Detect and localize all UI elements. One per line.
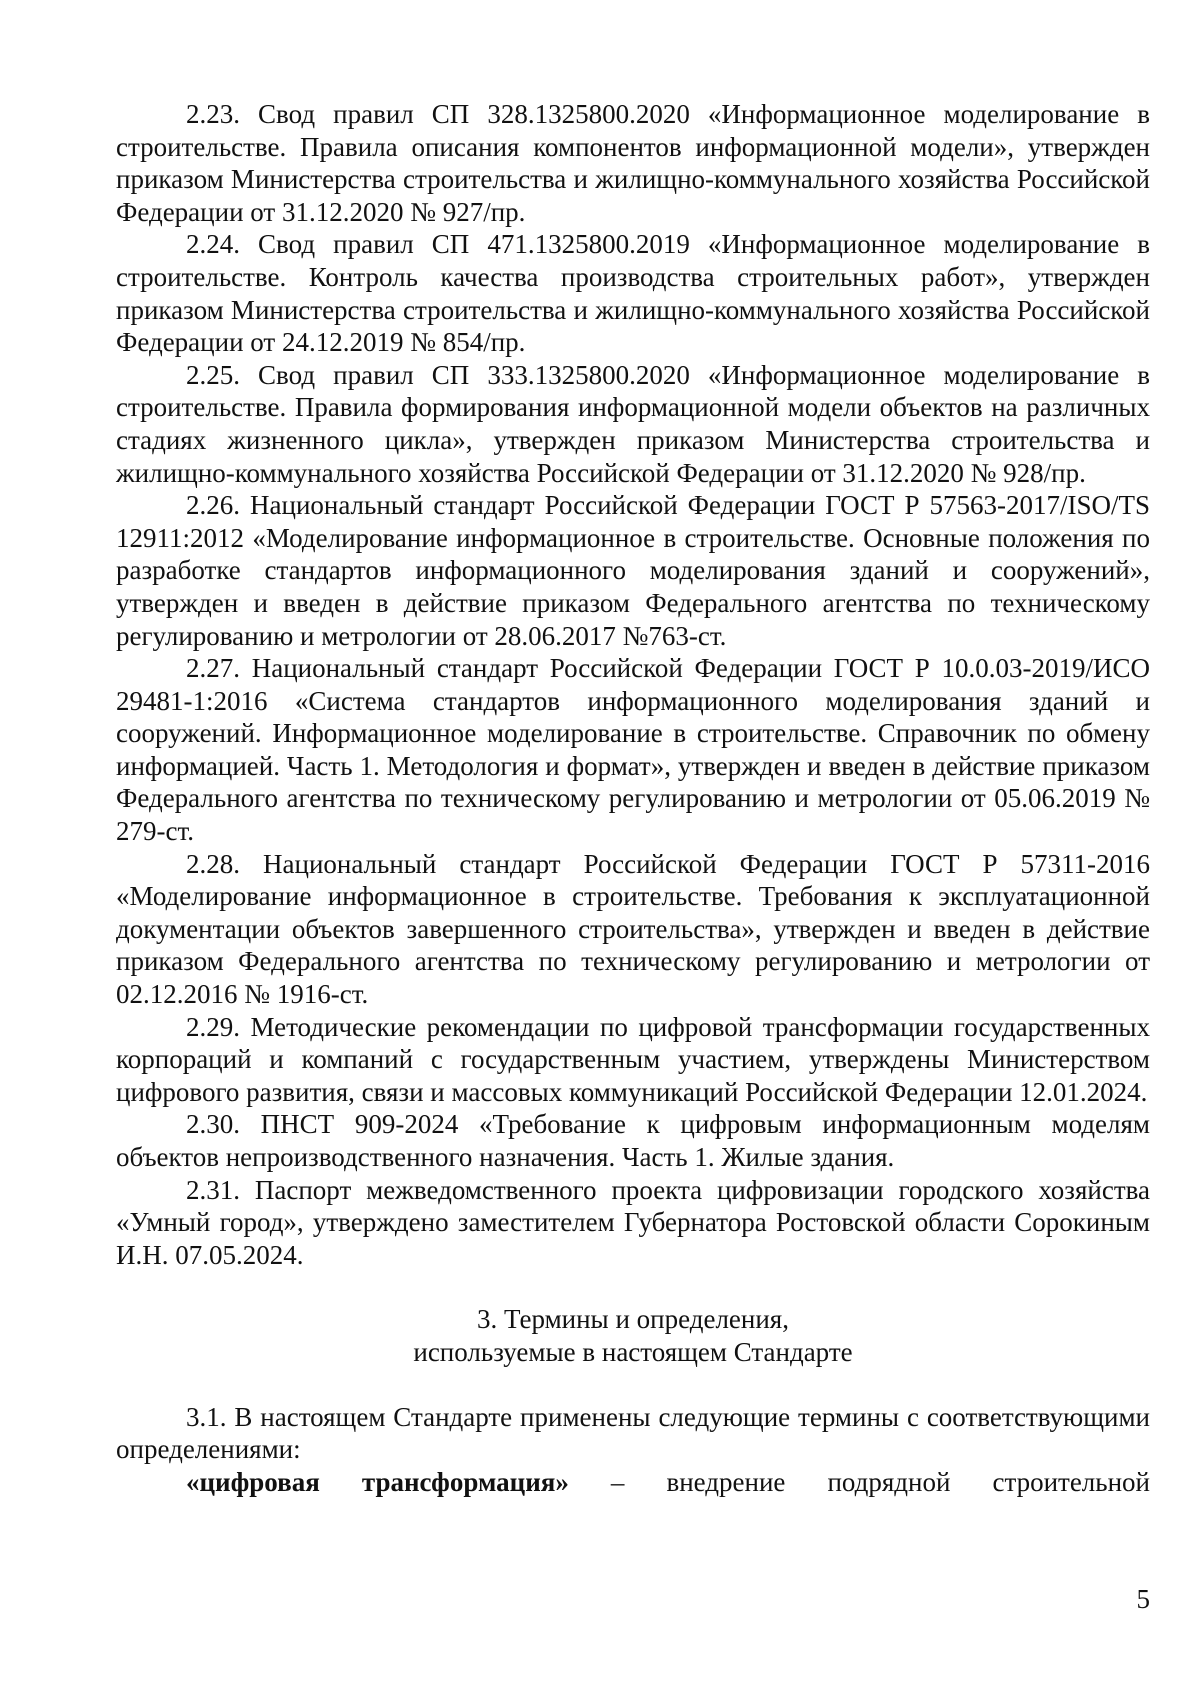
paragraph-2-24: 2.24. Свод правил СП 471.1325800.2019 «Информационное моделирование в строительстве. Контроль качества производства строительных работ», утвержден приказом Министерства строительства и жилищно-коммунального хозяйства Российской Федерации от 24.12.2019 № 854/пр.: [116, 229, 1150, 358]
paragraph-2-25: 2.25. Свод правил СП 333.1325800.2020 «Информационное моделирование в строительстве. Правила формирования информационной модели объектов на различных стадиях жизненного цикла», утвержден приказом Министерства строительства и жилищно-коммунального хозяйства Российской Федерации от 31.12.2020 № 928/пр.: [116, 359, 1150, 488]
paragraph-2-27: 2.27. Национальный стандарт Российской Федерации ГОСТ Р 10.0.03-2019/ИСО 29481-1:2016 «Система стандартов информационного моделирования зданий и сооружений. Информационное моделирование в строительстве. Справочник по обмену информацией. Часть 1. Методология и формат», утвержден и введен в действие приказом Федерального агентства по техническому регулированию и метрологии от 05.06.2019 № 279-ст.: [116, 653, 1150, 847]
document-body: [116, 98, 1150, 1498]
paragraph-2-26: 2.26. Национальный стандарт Российской Федерации ГОСТ Р 57563-2017/ISO/TS 12911:2012 «Моделирование информационное в строительстве. Основные положения по разработке стандартов информационного моделирования зданий и сооружений», утвержден и введен в действие приказом Федерального агентства по техническому регулированию и метрологии от 28.06.2017 №763-ст.: [116, 490, 1150, 651]
section-heading-line-2: используемые в настоящем Стандарте: [413, 1336, 853, 1367]
paragraph-2-28: 2.28. Национальный стандарт Российской Федерации ГОСТ Р 57311-2016 «Моделирование информационное в строительстве. Требования к эксплуатационной документации объектов завершенного строительства», утвержден и введен в действие приказом Федерального агентства по техническому регулированию и метрологии от 02.12.2016 № 1916-ст.: [116, 848, 1150, 1010]
term-definition-line: [116, 1466, 1150, 1499]
paragraph-3-1: 3.1. В настоящем Стандарте применены следующие термины с соответствующими определениями:: [116, 1401, 1150, 1465]
term-definition-start: – внедрение подрядной строительной: [568, 1466, 1150, 1497]
paragraph-2-31: 2.31. Паспорт межведомственного проекта цифровизации городского хозяйства «Умный город», утверждено заместителем Губернатора Ростовской области Сорокиным И.Н. 07.05.2024.: [116, 1174, 1150, 1270]
paragraph-2-29: 2.29. Методические рекомендации по цифровой трансформации государственных корпораций и компаний с государственным участием, утверждены Министерством цифрового развития, связи и массовых коммуникаций Российской Федерации 12.01.2024.: [116, 1011, 1150, 1107]
section-heading: [116, 1303, 1150, 1368]
paragraph-2-23: 2.23. Свод правил СП 328.1325800.2020 «Информационное моделирование в строительстве. Правила описания компонентов информационной модели», утвержден приказом Министерства строительства и жилищно-коммунального хозяйства Российской Федерации от 31.12.2020 № 927/пр.: [116, 99, 1150, 227]
page-number: 5: [1136, 1584, 1150, 1614]
section-heading-line-1: 3. Термины и определения,: [477, 1304, 789, 1335]
paragraph-2-30: 2.30. ПНСТ 909-2024 «Требование к цифровым информационным моделям объектов непроизводственного назначения. Часть 1. Жилые здания.: [116, 1109, 1150, 1172]
term-name: «цифровая трансформация»: [186, 1466, 569, 1497]
